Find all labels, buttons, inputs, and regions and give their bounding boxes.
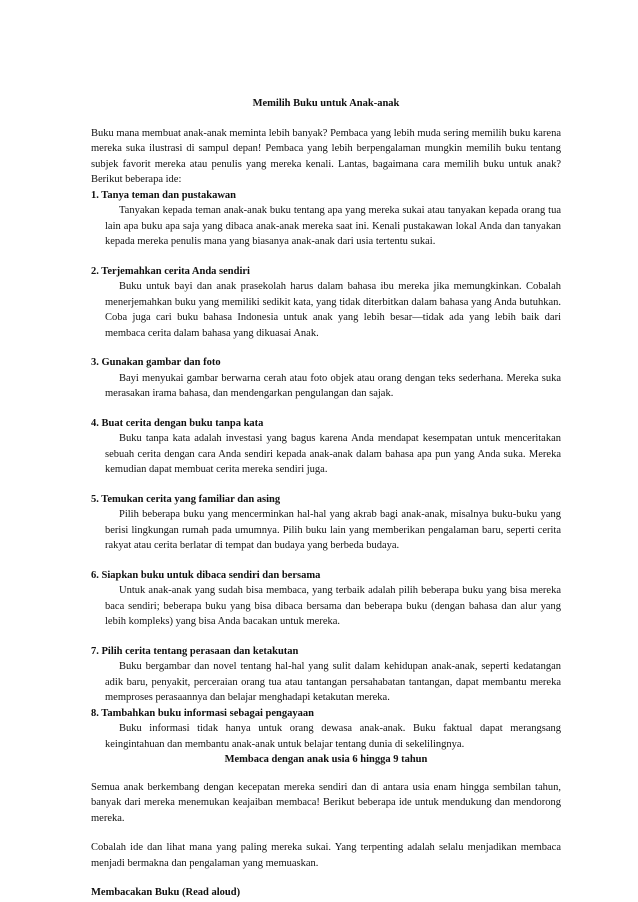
document-title: Memilih Buku untuk Anak-anak [252, 98, 400, 109]
list-item [91, 188, 561, 250]
list-item [91, 644, 561, 706]
item-title: 1. Tanya teman dan pustakawan [91, 189, 237, 201]
item-title: 3. Gunakan gambar dan foto [91, 357, 221, 368]
item-body: Buku untuk bayi dan anak prasekolah harus dalam bahasa ibu mereka jika memungkinkan. Cobalah menerjemahkan buku yang memiliki sedikit kata, yang tidak diterbitkan dalam bahasa yang Anda butuhkan. Coba juga cari buku bahasa Indonesia untuk anak yang lebih besar—tidak ada yang lebih baik dari membaca cerita dalam bahasa yang dikuasai Anak. [105, 281, 561, 339]
list-item [91, 355, 561, 402]
list-item [91, 706, 561, 753]
item-title: 2. Terjemahkan cerita Anda sendiri [91, 265, 250, 277]
body-paragraph: Semua anak berkembang dengan kecepatan mereka sendiri dan di antara usia enam hingga sembilan tahun, banyak dari mereka menemukan keajaiban membaca! Berikut beberapa ide untuk mendukung dan mendorong mereka. [91, 781, 561, 824]
section-heading: Membacakan Buku (Read aloud) [91, 887, 241, 898]
list-item [91, 568, 561, 630]
item-body: Buku informasi tidak hanya untuk orang dewasa anak-anak. Buku faktual dapat merangsang keingintahuan dan membantu anak-anak untuk belajar tentang dunia di sekelilingnya. [105, 723, 561, 750]
body-paragraph: Cobalah ide dan lihat mana yang paling mereka sukai. Yang terpenting adalah selalu menjadikan membaca menjadi bermakna dan pengalaman yang memuaskan. [91, 842, 561, 869]
intro-paragraph: Buku mana membuat anak-anak meminta lebih banyak? Pembaca yang lebih muda sering memilih buku karena mereka suka ilustrasi di sampul depan! Pembaca yang lebih berpengalaman mungkin memilih buku tentang subjek favorit mereka atau penulis yang mereka kenali. Lantas, bagaimana cara memilih buku untuk anak? Berikut beberapa ide: [91, 127, 561, 185]
item-title: 4. Buat cerita dengan buku tanpa kata [91, 417, 264, 429]
item-body: Pilih beberapa buku yang mencerminkan hal-hal yang akrab bagi anak-anak, misalnya buku-buku yang berisi lingkungan rumah pada umumnya. Pilih buku lain yang memberikan pengalaman baru, seperti cerita rakyat atau cerita berlatar di tempat dan budaya yang berbeda budaya. [105, 509, 561, 551]
list-item [91, 416, 561, 478]
item-body: Tanyakan kepada teman anak-anak buku tentang apa yang mereka sukai atau tanyakan kepada orang tua lain apa buku apa saja yang dibaca anak-anak mereka saat ini. Kenali pustakawan lokal Anda dan tanyakan kepada mereka penulis mana yang biasanya anak-anak dari usia tertentu sukai. [105, 205, 561, 247]
item-title: 6. Siapkan buku untuk dibaca sendiri dan bersama [91, 569, 321, 581]
item-title: 5. Temukan cerita yang familiar dan asing [91, 493, 281, 505]
item-body: Buku tanpa kata adalah investasi yang bagus karena Anda mendapat kesempatan untuk menceritakan sebuah cerita dengan cara Anda sendiri kepada anak-anak dalam bahasa apa pun yang Anda suka. Mereka kemudian dapat membuat cerita mereka sendiri juga. [105, 433, 561, 475]
item-title: 8. Tambahkan buku informasi sebagai pengayaan [91, 707, 314, 719]
item-body: Bayi menyukai gambar berwarna cerah atau foto objek atau orang dengan teks sederhana. Mereka suka merasakan irama bahasa, dan mendengarkan pengulangan dan sajak. [105, 372, 561, 399]
item-title: 7. Pilih cerita tentang perasaan dan ketakutan [91, 645, 299, 657]
item-body: Untuk anak-anak yang sudah bisa membaca, yang terbaik adalah pilih beberapa buku yang bisa mereka baca sendiri; beberapa buku yang bisa dibaca bersama dan beberapa buku (dengan bahasa dan alur yang lebih kompleks) yang bisa Anda bacakan untuk mereka. [105, 585, 561, 627]
list-item [91, 492, 561, 554]
item-body: Buku bergambar dan novel tentang hal-hal yang sulit dalam kehidupan anak-anak, seperti kedatangan adik baru, penyakit, perceraian orang tua atau tantangan persahabatan tantangan, dapat membantu mereka memproses perasaannya dan belajar menghadapi ketakutan mereka. [105, 661, 561, 703]
document-page [91, 96, 561, 901]
list-item [91, 264, 561, 342]
section-subtitle: Membaca dengan anak usia 6 hingga 9 tahun [224, 754, 428, 765]
